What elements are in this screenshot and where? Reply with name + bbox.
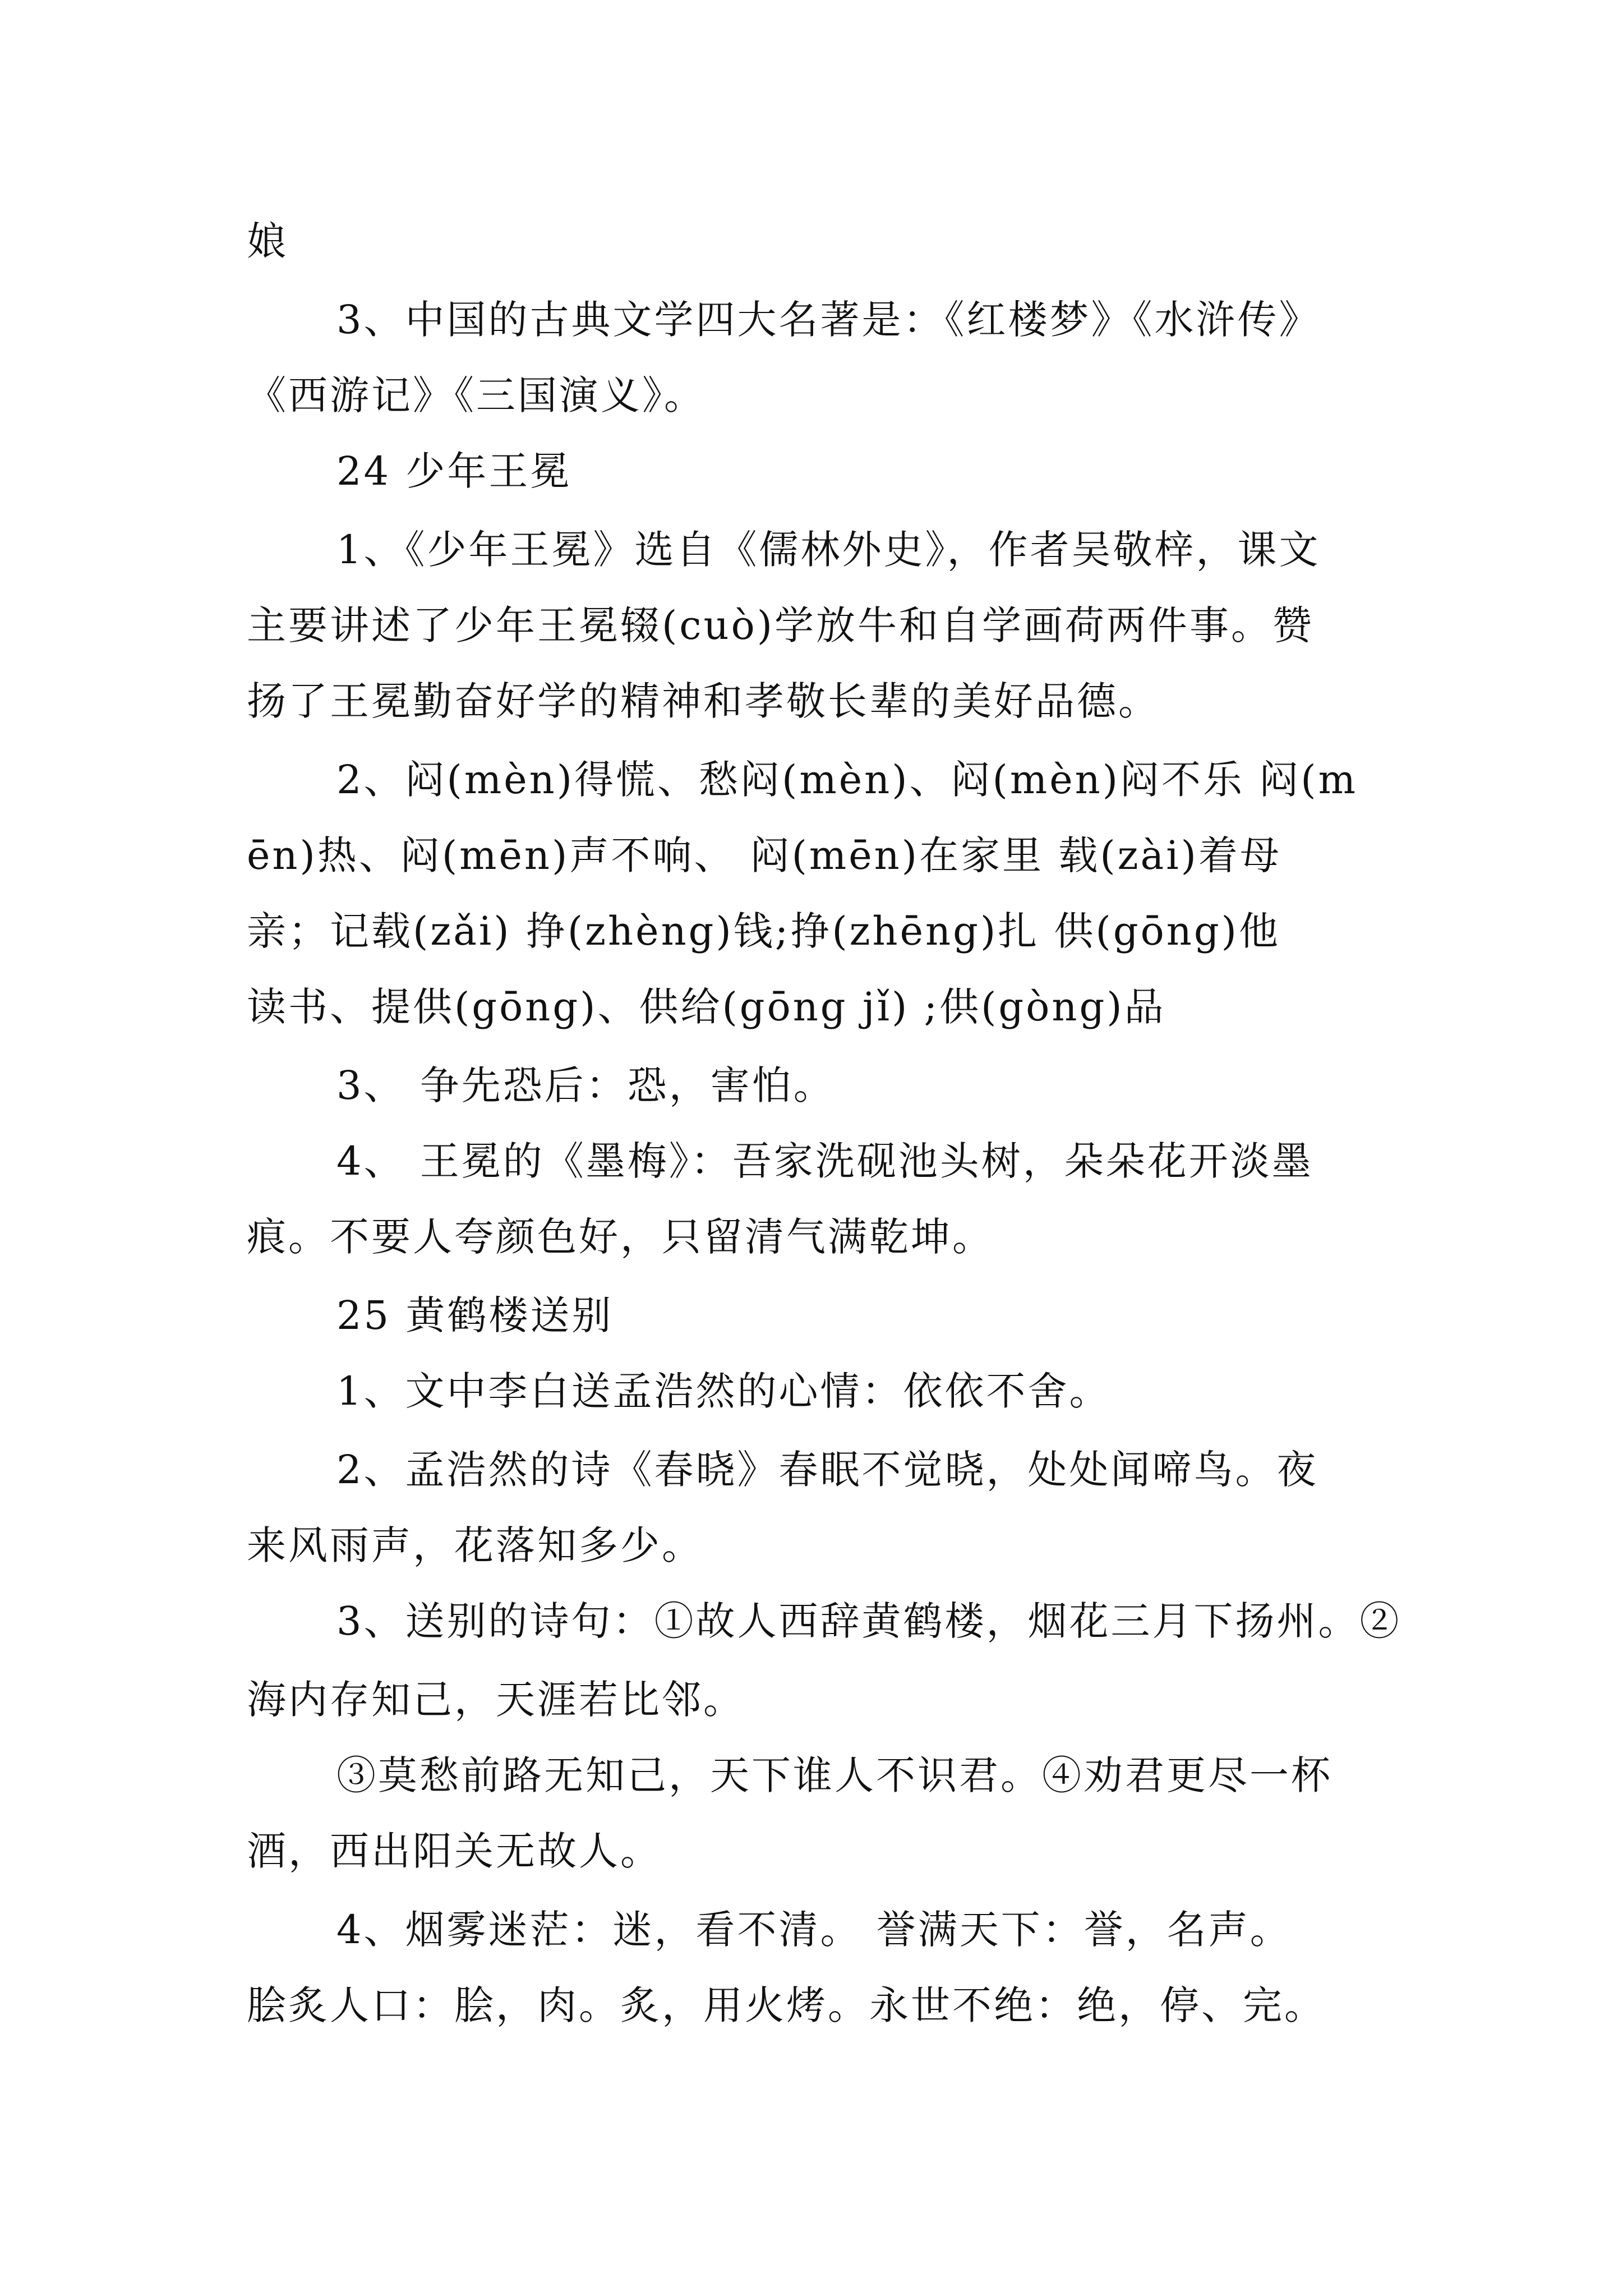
text-line: 3、送别的诗句：①故人西辞黄鹤楼，烟花三月下扬州。② [336,1598,1401,1644]
text-line: 1、《少年王冕》选自《儒林外史》，作者吴敬梓，课文 [336,527,1321,573]
text-line: 2、孟浩然的诗《春晓》春眠不觉晓，处处闻啼鸟。夜 [336,1447,1318,1493]
text-line: 娘 [247,218,288,264]
text-line: 3、中国的古典文学四大名著是：《红楼梦》《水浒传》 [336,297,1321,343]
text-line: 1、文中李白送孟浩然的心情：依依不舍。 [336,1368,1111,1414]
text-line: 2、闷(mèn)得慌、愁闷(mèn)、闷(mèn)闷不乐 闷(m [336,757,1358,803]
text-line: 4、 王冕的《墨梅》：吾家洗砚池头树，朵朵花开淡墨 [336,1138,1313,1184]
section-heading: 25 黄鹤楼送别 [336,1292,614,1338]
text-line: 海内存知己，天涯若比邻。 [247,1677,745,1723]
text-line: 《西游记》《三国演义》。 [247,372,706,418]
text-line: 4、烟雾迷茫：迷，看不清。 誉满天下：誉，名声。 [336,1907,1292,1953]
section-heading: 24 少年王冕 [336,448,572,494]
text-line: ③莫愁前路无知己，天下谁人不识君。④劝君更尽一杯 [336,1752,1332,1798]
text-line: 酒，西出阳关无故人。 [247,1828,662,1874]
text-line: 扬了王冕勤奋好学的精神和孝敬长辈的美好品德。 [247,678,1160,724]
text-line: 亲；记载(zǎi) 挣(zhèng)钱;挣(zhēng)扎 供(gōng)他 [247,908,1280,954]
text-line: 读书、提供(gōng)、供给(gōng jǐ) ;供(gòng)品 [247,984,1166,1030]
text-line: ēn)热、闷(mēn)声不响、 闷(mēn)在家里 载(zài)着母 [247,832,1281,878]
text-line: 来风雨声，花落知多少。 [247,1522,703,1568]
text-line: 痕。不要人夸颜色好，只留清气满乾坤。 [247,1214,994,1260]
text-line: 3、 争先恐后：恐，害怕。 [336,1062,835,1108]
text-line: 主要讲述了少年王冕辍(cuò)学放牛和自学画荷两件事。赞 [247,602,1315,648]
text-line: 脍炙人口：脍，肉。炙，用火烤。永世不绝：绝，停、完。 [247,1982,1326,2028]
